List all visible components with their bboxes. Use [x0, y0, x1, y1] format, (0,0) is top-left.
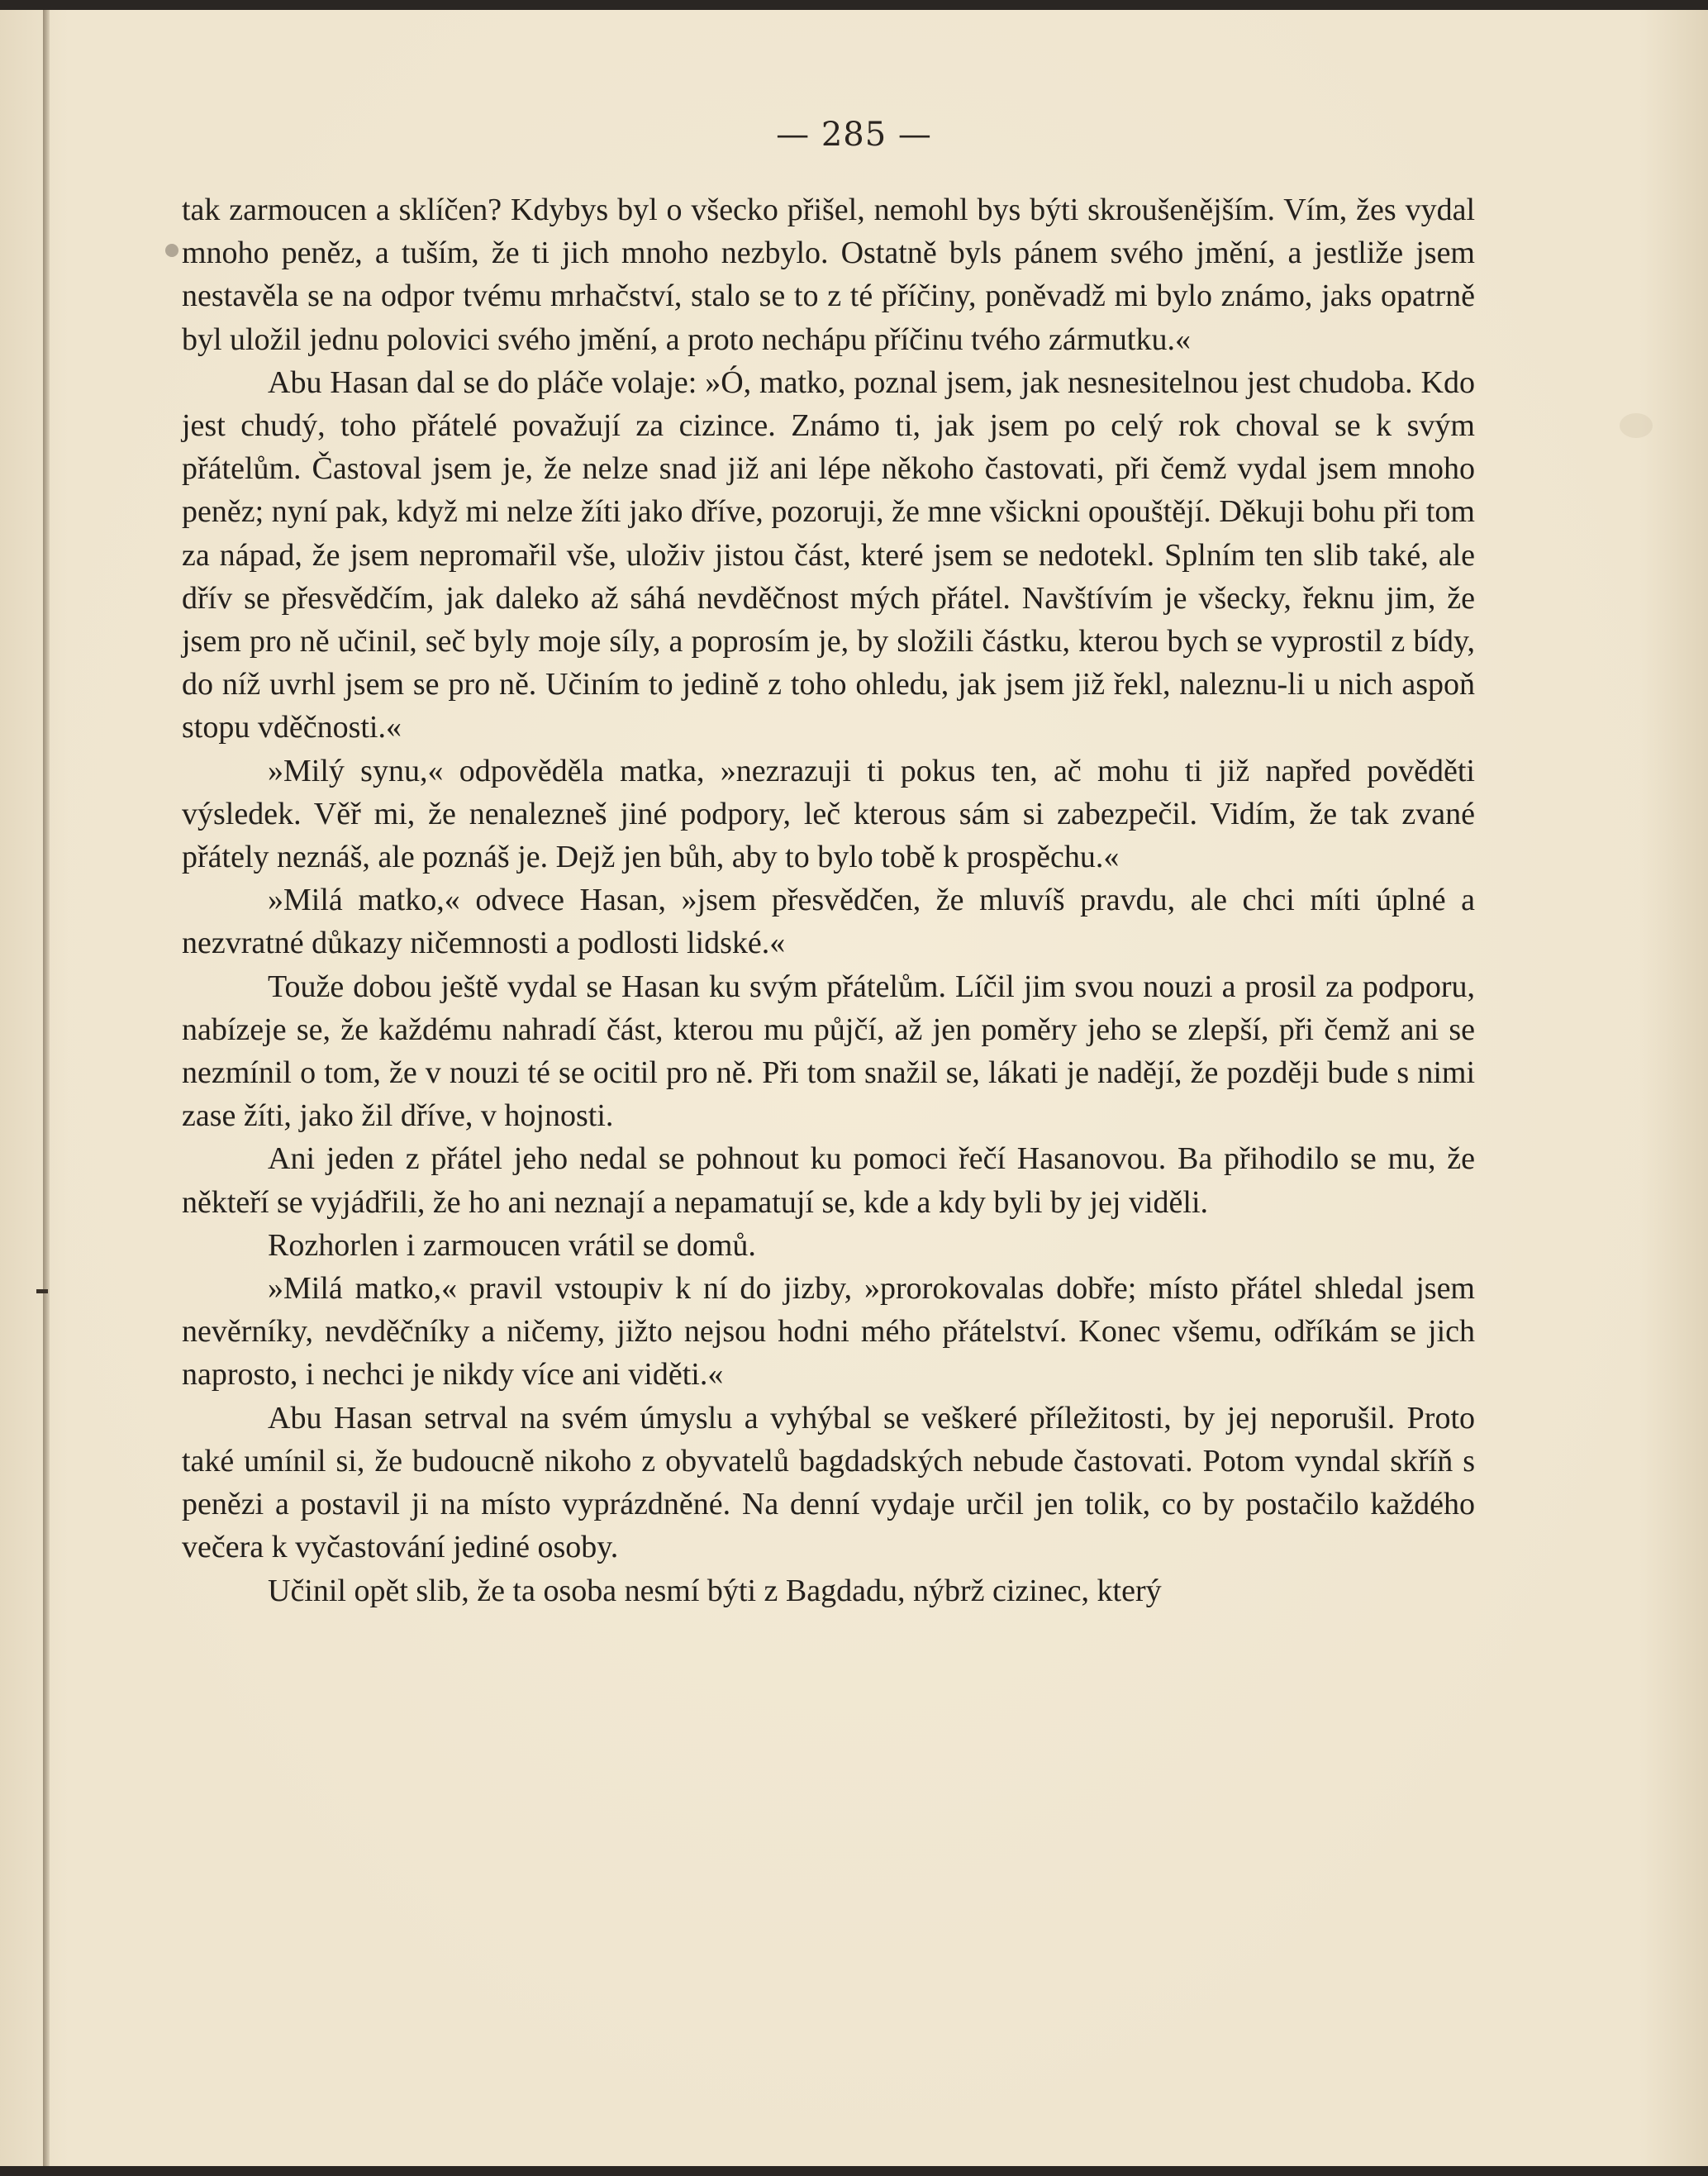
body-text [182, 188, 1475, 1612]
paragraph: Abu Hasan setrval na svém úmyslu a vyhýbal se veškeré příležitosti, by jej neporušil. Proto také umínil si, že budoucně nikoho z obyvatelů bagdadských nebude častovati. Potom vyndal skříň s penězi a postavil ji na místo vyprázdněné. Na denní vydaje určil jen tolik, co by postačilo každého večera k vyčastování jediné osoby. [182, 1400, 1475, 1565]
paragraph: tak zarmoucen a sklíčen? Kdybys byl o všecko přišel, nemohl bys býti skroušenějším. Vím, žes vydal mnoho peněz, a tuším, že ti jich mnoho nezbylo. Ostatně byls pánem svého jmění, a jestliže jsem nestavěla se na odpor tvému mrhačství, stalo se to z té příčiny, poněvadž mi bylo známo, jaks opatrně byl uložil jednu polovici svého jmění, a proto nechápu příčinu tvého zármutku.« [182, 193, 1475, 357]
paragraph: »Milý synu,« odpověděla matka, »nezrazuji ti pokus ten, ač mohu ti již napřed pověděti výsledek. Věř mi, že nenalezneš jiné podpory, leč kterous sám si zabezpečil. Vidím, že tak zvané přátely neznáš, ale poznáš je. Dejž jen bůh, aby to bylo tobě k prospěchu.« [182, 753, 1475, 875]
binding-shadow [43, 10, 50, 2166]
paragraph: Rozhorlen i zarmoucen vrátil se domů. [268, 1227, 756, 1263]
paper-stain [1620, 413, 1653, 438]
paragraph: Učinil opět slib, že ta osoba nesmí býti z Bagdadu, nýbrž cizinec, který [268, 1573, 1162, 1608]
paragraph: Abu Hasan dal se do pláče volaje: »Ó, matko, poznal jsem, jak nesnesitelnou jest chudoba. Kdo jest chudý, toho přátelé považují za cizince. Známo ti, jak jsem po celý rok choval se k svým přátelům. Častoval jsem je, že nelze snad již ani lépe někoho častovati, při čemž vydal jsem mnoho peněz; nyní pak, když mi nelze žíti jako dříve, pozoruji, že mne všickni opouštějí. Děkuji bohu při tom za nápad, že jsem nepromařil vše, uloživ jistou část, které jsem se nedotekl. Splním ten slib také, ale dřív se přesvědčím, jak daleko až sáhá nevděčnost mých přátel. Navštívím je všecky, řeknu jim, že jsem pro ně učinil, seč byly moje síly, a poprosím je, by složili částku, kterou bych se vyprostil z bídy, do níž uvrhl jsem se pro ně. Učiním to jedině z toho ohledu, jak jsem již řekl, naleznu-li u nich aspoň stopu vděčnosti.« [182, 364, 1475, 745]
page-number: — 285 — [776, 116, 932, 154]
paragraph: »Milá matko,« odvece Hasan, »jsem přesvědčen, že mluvíš pravdu, ale chci míti úplné a nezvratné důkazy ničemnosti a podlosti lidské.« [182, 883, 1475, 961]
paragraph: Ani jeden z přátel jeho nedal se pohnout ku pomoci řečí Hasanovou. Ba přihodilo se mu, že někteří se vyjádřili, že ho ani neznají a nepamatují se, kde a kdy byli by jej viděli. [182, 1141, 1475, 1220]
paragraph: Touže dobou ještě vydal se Hasan ku svým přátelům. Líčil jim svou nouzi a prosil za podporu, nabízeje se, že každému nahradí část, kterou mu půjčí, až jen poměry jeho se zlepší, při čemž ani se nezmínil o tom, že v nouzi té se ocitil pro ně. Při tom snažil se, lákati je nadějí, že později bude s nimi zase žíti, jako žil dříve, v hojnosti. [182, 969, 1475, 1134]
scan-top-edge [0, 0, 1708, 10]
ink-dot [165, 244, 178, 257]
scan-bottom-edge [0, 2166, 1708, 2176]
binding-mark [36, 1289, 48, 1293]
paragraph: »Milá matko,« pravil vstoupiv k ní do jizby, »prorokovalas dobře; místo přátel shledal jsem nevěrníky, nevděčníky a ničemy, jižto nejsou hodni mého přátelství. Konec všemu, odříkám se jich naprosto, i nechci je nikdy více ani viděti.« [182, 1271, 1475, 1393]
